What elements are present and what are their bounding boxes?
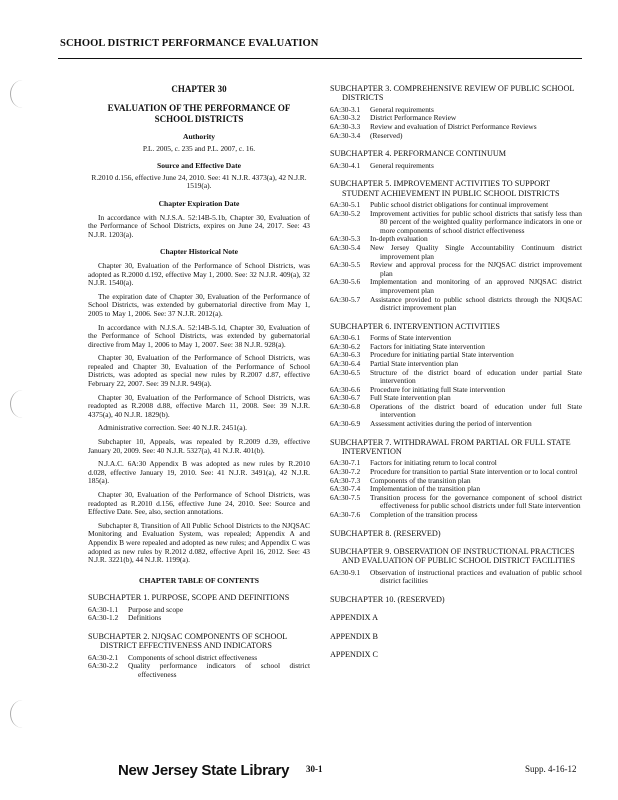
section-title: Quality performance indicators of school district effectiveness [128, 661, 310, 679]
section-title: Completion of the transition process [370, 510, 478, 520]
section-list [330, 569, 582, 586]
section-title: In-depth evaluation [370, 234, 428, 244]
toc-heading: CHAPTER TABLE OF CONTENTS [139, 575, 259, 585]
section-entry [330, 162, 582, 171]
section-title: Procedure for initiating full State intervention [370, 384, 506, 394]
section-number: 6A:30-6.6 [330, 384, 361, 394]
section-list [330, 334, 582, 429]
section-entry [330, 403, 582, 420]
section-entry [330, 210, 582, 236]
section-number: 6A:30-6.8 [330, 401, 361, 411]
section-number: 6A:30-3.1 [330, 104, 361, 114]
section-list [330, 201, 582, 313]
section-entry [330, 244, 582, 261]
section-number: 6A:30-6.2 [330, 341, 361, 351]
history-paragraph: Chapter 30, Evaluation of the Performance of School Districts, was readopted as R.2008 d.88, effective March 11, 2008. See: 39 N.J.R. 4375(a), 40 N.J.R. 1829(b). [88, 392, 310, 419]
library-watermark: New Jersey State Library [118, 762, 290, 779]
section-entry [330, 420, 582, 429]
section-title: Components of school district effectiveness [128, 652, 258, 662]
section-number: 6A:30-5.6 [330, 277, 361, 287]
section-entry [88, 662, 310, 679]
subchapter-heading: SUBCHAPTER 7. WITHDRAWAL FROM PARTIAL OR FULL STATE INTERVENTION [330, 437, 571, 457]
section-number: 6A:30-1.1 [88, 604, 119, 614]
section-title: Public school district obligations for continual improvement [370, 200, 549, 209]
supplement-date: Supp. 4-16-12 [525, 764, 577, 774]
section-title: Factors for initiating State intervention [370, 341, 485, 351]
section-title: Review and approval process for the NJQSAC district improvement plan [370, 260, 582, 278]
source-text: R.2010 d.156, effective June 24, 2010. See: 41 N.J.R. 4373(a), 42 N.J.R. 1519(a). [91, 172, 307, 191]
section-number: 6A:30-5.4 [330, 242, 361, 252]
section-title: Components of the transition plan [370, 475, 471, 485]
history-paragraph: N.J.A.C. 6A:30 Appendix B was adopted as new rules by R.2010 d.028, effective January 19, 2010. See: 41 N.J.R. 3491(a), 42 N.J.R. 185(a). [88, 459, 310, 486]
section-number: 6A:30-7.3 [330, 475, 361, 485]
section-entry [330, 511, 582, 520]
section-title: General requirements [370, 160, 434, 170]
subchapter-heading: SUBCHAPTER 2. NJQSAC COMPONENTS OF SCHOOL DISTRICT EFFECTIVENESS AND INDICATORS [88, 631, 287, 651]
subchapter-heading: SUBCHAPTER 3. COMPREHENSIVE REVIEW OF PUBLIC SCHOOL DISTRICTS [330, 84, 575, 103]
toc-left-list [88, 593, 310, 679]
section-entry [88, 606, 310, 615]
history-paragraph: Subchapter 8, Transition of All Public School Districts to the NJQSAC Monitoring and Evaluation System, was repealed; Appendix A and Appendix B were repealed and adopted as new rules; and Appendix C was adopted as new rules by R.2012 d.082, effective April 16, 2012. See: 43 N.J.R. 3221(b), 44 N.J.R. 1199(a). [88, 520, 310, 565]
punch-hole-mark [10, 390, 35, 418]
authority-heading: Authority [182, 132, 216, 141]
history-paragraph: Subchapter 10, Appeals, was repealed by R.2009 d.39, effective January 20, 2009. See: 40 N.J.R. 5327(a), 41 N.J.R. 401(b). [88, 437, 310, 455]
section-list [330, 162, 582, 171]
subchapter-heading: SUBCHAPTER 6. INTERVENTION ACTIVITIES [330, 321, 500, 331]
subchapter-heading: SUBCHAPTER 9. OBSERVATION OF INSTRUCTIONAL PRACTICES AND EVALUATION OF PUBLIC SCHOOL DISTRICT FACILITIES [330, 547, 576, 566]
subchapter-heading: SUBCHAPTER 10. (RESERVED) [330, 595, 445, 605]
authority-text: P.L. 2005, c. 235 and P.L. 2007, c. 16. [142, 143, 256, 153]
subchapter-heading: SUBCHAPTER 5. IMPROVEMENT ACTIVITIES TO SUPPORT STUDENT ACHIEVEMENT IN PUBLIC SCHOOL DISTRICTS [330, 179, 560, 198]
subchapter-heading: APPENDIX A [330, 613, 378, 623]
section-number: 6A:30-3.4 [330, 130, 361, 140]
section-number: 6A:30-3.2 [330, 113, 361, 123]
section-number: 6A:30-5.7 [330, 294, 361, 304]
history-paragraph: The expiration date of Chapter 30, Evaluation of the Performance of School Districts, was extended by gubernatorial directive from May 1, 2005 to May 1, 2006. See: 37 N.J.R. 2012(a). [88, 291, 310, 318]
section-number: 6A:30-6.4 [330, 358, 361, 368]
section-title: Implementation of the transition plan [370, 484, 481, 494]
section-number: 6A:30-6.5 [330, 367, 361, 377]
expiration-text: In accordance with N.J.S.A. 52:14B-5.1b, Chapter 30, Evaluation of the Performance of School Districts, expires on June 24, 2017. See: 43 N.J.R. 1203(a). [88, 212, 310, 239]
chapter-number: CHAPTER 30 [171, 84, 227, 94]
section-title: Procedure for initiating partial State intervention [370, 350, 514, 360]
section-title: General requirements [370, 104, 434, 114]
chapter-title: EVALUATION OF THE PERFORMANCE OF SCHOOL DISTRICTS [107, 103, 291, 124]
section-number: 6A:30-4.1 [330, 160, 361, 170]
section-title: Factors for initiating return to local control [370, 458, 497, 468]
section-title: Forms of State intervention [370, 333, 452, 343]
history-paragraph: Chapter 30, Evaluation of the Performance of School Districts, was adopted as R.2000 d.192, effective May 1, 2000. See: 32 N.J.R. 409(a), 32 N.J.R. 1540(a). [88, 260, 310, 288]
section-number: 6A:30-2.2 [88, 661, 119, 671]
section-title: District Performance Review [370, 113, 457, 123]
section-title: Procedure for transition to partial State intervention or to local control [370, 467, 578, 477]
section-number: 6A:30-5.1 [330, 200, 361, 209]
section-number: 6A:30-9.1 [330, 567, 361, 577]
section-entry [330, 123, 582, 132]
section-list [88, 606, 310, 623]
section-number: 6A:30-5.2 [330, 208, 361, 218]
section-title: Operations of the district board of education under full State intervention [370, 401, 582, 420]
section-entry [330, 494, 582, 511]
section-entry [330, 569, 582, 586]
section-entry [88, 614, 310, 623]
section-number: 6A:30-5.3 [330, 234, 361, 244]
source-heading: Source and Effective Date [156, 161, 241, 171]
section-number: 6A:30-7.1 [330, 458, 361, 468]
section-number: 6A:30-6.9 [330, 419, 361, 429]
section-list [330, 106, 582, 140]
section-title: Observation of instructional practices and evaluation of public school district facilities [370, 567, 582, 586]
history-paragraph: Administrative correction. See: 40 N.J.R. 2451(a). [98, 423, 248, 433]
section-number: 6A:30-2.1 [88, 652, 119, 662]
expiration-heading: Chapter Expiration Date [158, 198, 240, 208]
subchapter-heading: APPENDIX B [330, 631, 378, 641]
punch-hole-mark [10, 80, 35, 108]
section-entry [330, 132, 582, 141]
header-rule [58, 58, 582, 59]
section-entry [330, 369, 582, 386]
section-number: 6A:30-6.1 [330, 333, 361, 343]
page-number: 30-1 [306, 764, 323, 774]
section-entry [330, 386, 582, 395]
section-title: Improvement activities for public school districts that satisfy less than 80 percent of the weighted quality performance indicators in one or more components of school district effectiveness [370, 208, 582, 235]
section-number: 6A:30-6.7 [330, 393, 361, 403]
punch-hole-mark [10, 700, 35, 728]
section-title: Definitions [128, 613, 162, 623]
history-paragraph: Chapter 30, Evaluation of the Performance of School Districts, was repealed and Chapter 30, Evaluation of the Performance of School Districts, was adopted as special new rules by R.2007 d.87, effective February 22, 2007. See: 39 N.J.R. 949(a). [88, 353, 310, 389]
section-list [88, 654, 310, 680]
subchapter-heading: SUBCHAPTER 4. PERFORMANCE CONTINUUM [330, 149, 507, 159]
section-entry [330, 261, 582, 278]
section-number: 6A:30-7.6 [330, 510, 361, 520]
right-column [330, 84, 582, 660]
subchapter-heading: SUBCHAPTER 1. PURPOSE, SCOPE AND DEFINITIONS [88, 593, 290, 603]
subchapter-heading: SUBCHAPTER 8. (RESERVED) [330, 528, 441, 538]
running-header: SCHOOL DISTRICT PERFORMANCE EVALUATION [60, 38, 319, 49]
section-number: 6A:30-6.3 [330, 350, 361, 360]
section-entry [330, 296, 582, 313]
section-title: Partial State intervention plan [370, 358, 459, 368]
section-title: Structure of the district board of education under partial State intervention [370, 367, 582, 386]
history-heading: Chapter Historical Note [160, 247, 238, 257]
section-title: Review and evaluation of District Performance Reviews [370, 122, 537, 131]
history-paragraph: In accordance with N.J.S.A. 52:14B-5.1d, Chapter 30, Evaluation of the Performance of School Districts, was extended by gubernatorial directive from May 1, 2006 to May 1, 2007. See: 38 N.J.R. 928(a). [88, 322, 310, 349]
section-title: Assessment activities during the period of intervention [370, 419, 532, 429]
section-entry [330, 106, 582, 115]
section-number: 6A:30-7.5 [330, 492, 361, 502]
section-number: 6A:30-1.2 [88, 613, 119, 623]
left-column [88, 84, 310, 680]
section-title: Transition process for the governance component of school district effectiveness for public school districts under full State intervention [370, 492, 582, 511]
section-title: (Reserved) [370, 130, 403, 140]
section-title: Full State intervention plan [370, 393, 451, 403]
section-number: 6A:30-7.2 [330, 467, 361, 477]
section-number: 6A:30-3.3 [330, 122, 361, 131]
section-list [330, 459, 582, 519]
section-number: 6A:30-7.4 [330, 484, 361, 494]
section-number: 6A:30-5.5 [330, 260, 361, 270]
section-title: Purpose and scope [128, 604, 184, 614]
section-title: New Jersey Quality Single Accountability Continuum district improvement plan [370, 242, 582, 261]
history-paragraph: Chapter 30, Evaluation of the Performance of School Districts, was readopted as R.2010 d.156, effective June 24, 2010. See: Source and Effective Date. See, also, section annotations. [88, 490, 310, 517]
section-title: Assistance provided to public school districts through the NJQSAC district improvement plan [370, 294, 582, 313]
toc-right-list [330, 84, 582, 660]
section-entry [330, 278, 582, 295]
section-title: Implementation and monitoring of an approved NJQSAC district improvement plan [370, 277, 582, 295]
subchapter-heading: APPENDIX C [330, 650, 378, 660]
